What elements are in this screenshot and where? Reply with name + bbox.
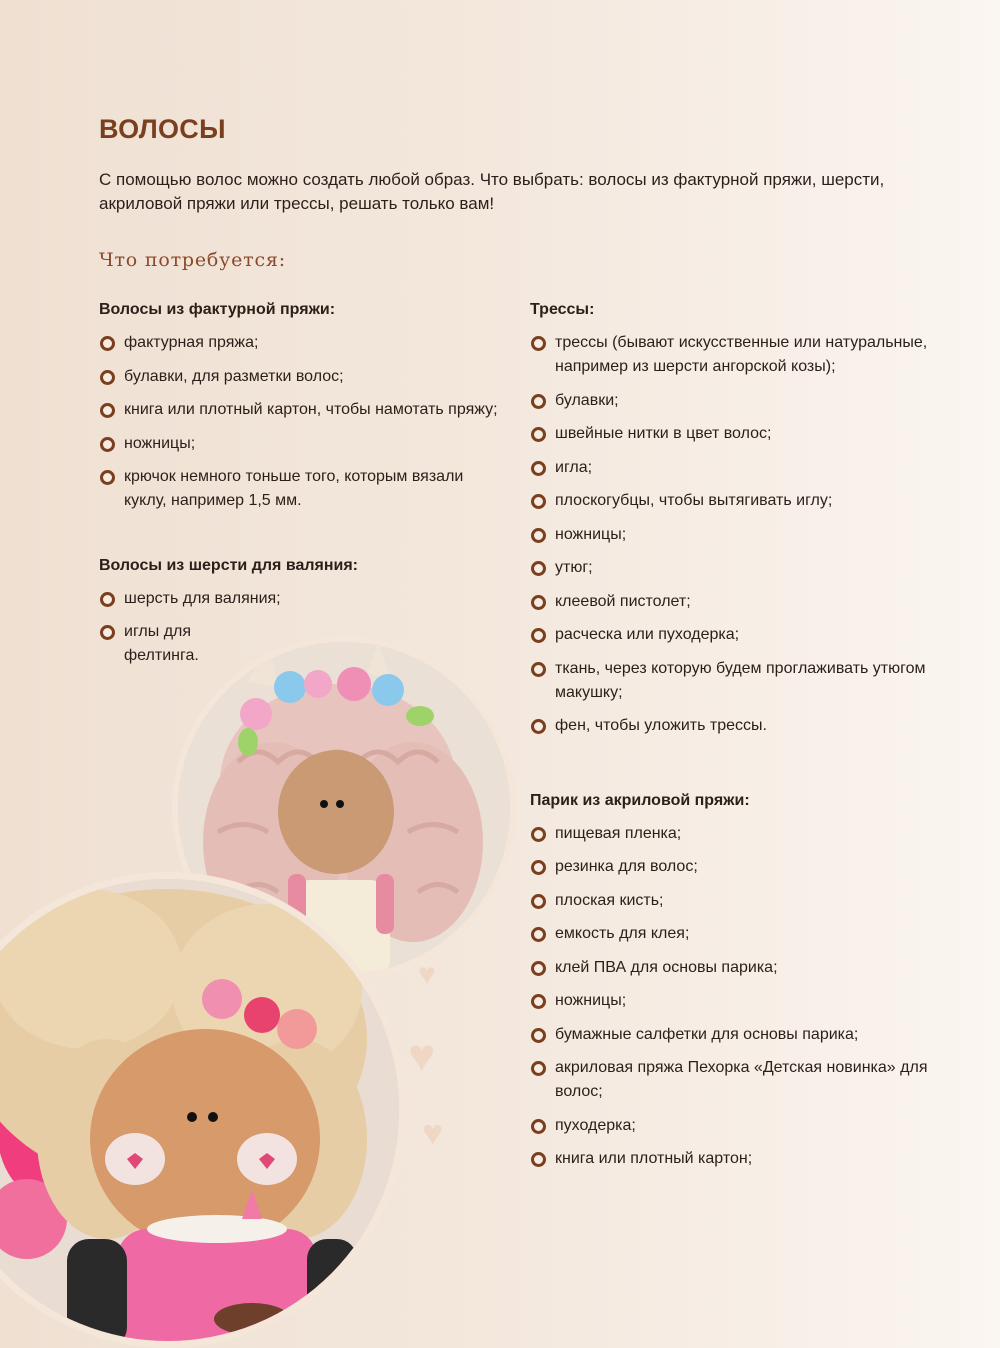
bullet-icon <box>531 827 546 842</box>
bullet-icon <box>531 894 546 909</box>
list-item: расческа или пуходерка; <box>530 623 930 647</box>
list-item: емкость для клея; <box>530 922 930 946</box>
acrylic-wig-heading: Парик из акриловой пряжи: <box>530 791 750 809</box>
heart-icon: ♥ <box>422 1112 444 1153</box>
list-item: утюг; <box>530 556 930 580</box>
heart-icon: ♥ <box>418 958 436 991</box>
textured-yarn-list <box>99 331 499 513</box>
list-item: фактурная пряжа; <box>99 331 499 355</box>
bullet-icon <box>531 961 546 976</box>
bullet-icon <box>531 461 546 476</box>
left-column <box>99 299 499 678</box>
list-item: клей ПВА для основы парика; <box>530 956 930 980</box>
list-item: пуходерка; <box>530 1114 930 1138</box>
list-item: плоскогубцы, чтобы вытягивать иглу; <box>530 489 930 513</box>
list-item: ножницы; <box>530 523 930 547</box>
bullet-icon <box>531 595 546 610</box>
bullet-icon <box>531 994 546 1009</box>
bullet-icon <box>100 403 115 418</box>
list-item: швейные нитки в цвет волос; <box>530 422 930 446</box>
bullet-icon <box>100 592 115 607</box>
list-item: ткань, через которую будем проглаживать утюгом макушку; <box>530 657 930 705</box>
right-column <box>530 299 930 1181</box>
list-item: иглы для фелтинга. <box>99 620 214 668</box>
tresses-list <box>530 331 930 738</box>
list-item: фен, чтобы уложить трессы. <box>530 714 930 738</box>
list-item: трессы (бывают искусственные или натуральные, например из шерсти ангорской козы); <box>530 331 930 379</box>
list-item: пищевая пленка; <box>530 822 930 846</box>
bullet-icon <box>531 927 546 942</box>
bullet-icon <box>531 1119 546 1134</box>
page-title: ВОЛОСЫ <box>99 114 226 144</box>
list-item: ножницы; <box>530 989 930 1013</box>
doll-illustration <box>0 879 399 1341</box>
bullet-icon <box>531 561 546 576</box>
list-item: книга или плотный картон; <box>530 1147 930 1171</box>
list-item: резинка для волос; <box>530 855 930 879</box>
bullet-icon <box>531 427 546 442</box>
list-item: булавки; <box>530 389 930 413</box>
acrylic-wig-list <box>530 822 930 1172</box>
bullet-icon <box>531 628 546 643</box>
intro-paragraph: С помощью волос можно создать любой образ. Что выбрать: волосы из фактурной пряжи, шерсти, акриловой пряжи или трессы, решать только вам! <box>99 170 885 213</box>
bullet-icon <box>100 470 115 485</box>
bullet-icon <box>531 494 546 509</box>
list-item: игла; <box>530 456 930 480</box>
bullet-icon <box>100 625 115 640</box>
textured-yarn-heading: Волосы из фактурной пряжи: <box>99 301 336 318</box>
list-item: шерсть для валяния; <box>99 587 499 611</box>
list-item: булавки, для разметки волос; <box>99 365 499 389</box>
bullet-icon <box>531 336 546 351</box>
list-item: крючок немного тоньше того, которым вязали куклу, например 1,5 мм. <box>99 465 499 513</box>
bullet-icon <box>531 528 546 543</box>
list-item: ножницы; <box>99 432 499 456</box>
list-item: клеевой пистолет; <box>530 590 930 614</box>
felting-wool-heading: Волосы из шерсти для валяния: <box>99 556 358 574</box>
bullet-icon <box>531 719 546 734</box>
bullet-icon <box>531 860 546 875</box>
bullet-icon <box>531 662 546 677</box>
bullet-icon <box>531 394 546 409</box>
list-item: бумажные салфетки для основы парика; <box>530 1023 930 1047</box>
tresses-heading: Трессы: <box>530 301 595 318</box>
section-subtitle: Что потребуется: <box>99 249 286 271</box>
list-item: плоская кисть; <box>530 889 930 913</box>
bullet-icon <box>531 1061 546 1076</box>
heart-icon: ♥ <box>408 1029 436 1081</box>
list-item: акриловая пряжа Пехорка «Детская новинка» для волос; <box>530 1056 930 1104</box>
bullet-icon <box>531 1152 546 1167</box>
bullet-icon <box>531 1028 546 1043</box>
list-item: книга или плотный картон, чтобы намотать пряжу; <box>99 398 499 422</box>
bullet-icon <box>100 336 115 351</box>
bullet-icon <box>100 437 115 452</box>
bullet-icon <box>100 370 115 385</box>
